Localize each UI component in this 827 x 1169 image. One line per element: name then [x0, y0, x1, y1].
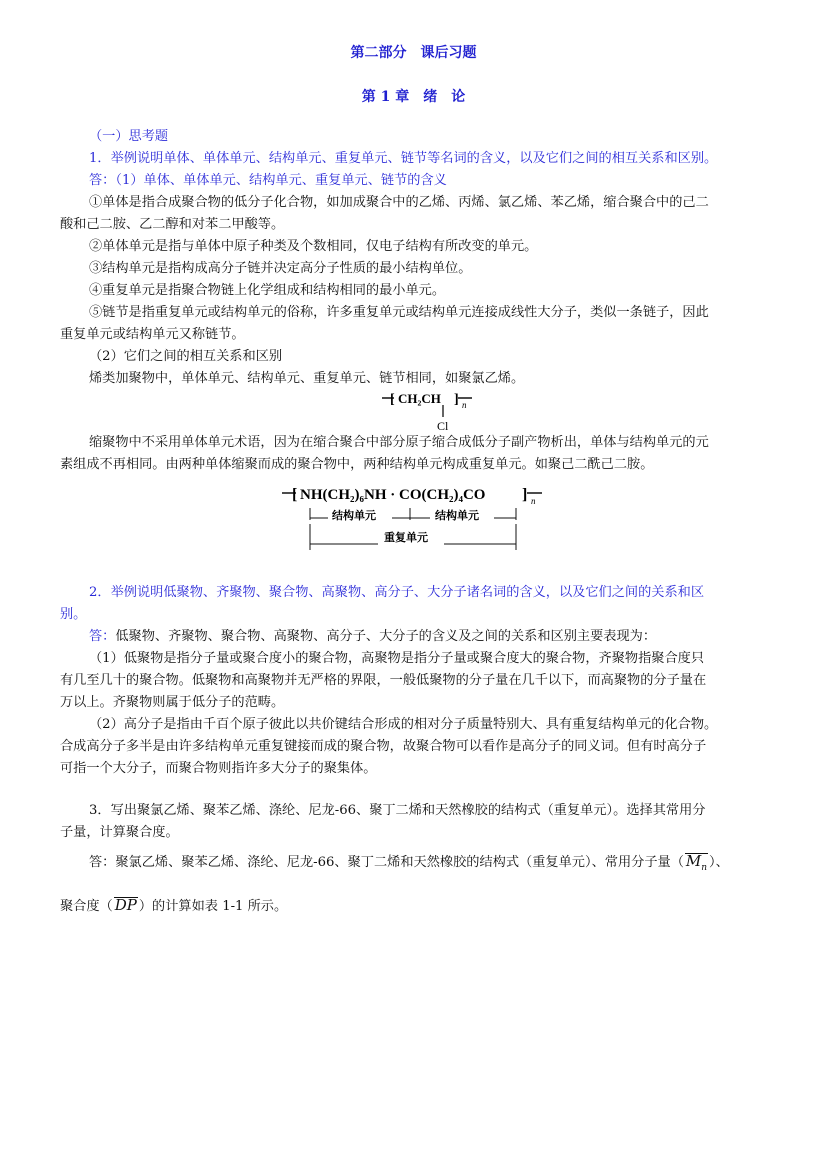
bracket-left: [ — [390, 392, 395, 407]
section-label: （一）思考题 — [89, 129, 169, 144]
q1-item5-line2: 重复单元或结构单元又称链节。 — [60, 327, 245, 342]
mn-letter: M — [685, 852, 702, 870]
q3-question-line2: 子量，计算聚合度。 — [60, 825, 179, 840]
nylon-subscript: n — [531, 496, 536, 506]
pvc-structure-figure — [380, 386, 480, 436]
bracket-right: ] — [522, 486, 528, 503]
q1-item1-line2: 酸和己二胺、乙二醇和对苯二甲酸等。 — [60, 217, 285, 232]
q1-item5-line1: ⑤链节是指重复单元或结构单元的俗称，许多重复单元或结构单元连接成线性大分子，类似一条链子，因此 — [89, 305, 709, 320]
q1-condensation-line1: 缩聚物中不采用单体单元术语，因为在缩合聚合中部分原子缩合成低分子副产物析出，单体与结构单元的元 — [89, 435, 709, 450]
q1-question: 1．举例说明单体、单体单元、结构单元、重复单元、链节等名词的含义，以及它们之间的相互关系和区别。 — [89, 151, 718, 166]
bracket-left: [ — [292, 486, 298, 503]
label-structural-unit-1: 结构单元 — [332, 509, 376, 522]
part-title: 第二部分 课后习题 — [350, 45, 477, 61]
pvc-cl: Cl — [437, 419, 449, 433]
q3-answer-end: ）、 — [709, 855, 729, 870]
dp-symbol: DP — [114, 896, 137, 914]
q1-item3: ③结构单元是指构成高分子链并决定高分子性质的最小结构单位。 — [89, 261, 472, 276]
q3-answer-line2-pre: 聚合度（ — [60, 899, 113, 914]
q1-item2: ②单体单元是指与单体中原子种类及个数相同，仅电子结构有所改变的单元。 — [89, 239, 538, 254]
q1-condensation-line2: 素组成不再相同。由两种单体缩聚而成的聚合物中，两种结构单元构成重复单元。如聚己二酰己二胺。 — [60, 457, 654, 472]
q1-answer-intro-text: 答：（1）单体、单体单元、结构单元、重复单元、链节的含义 — [89, 173, 447, 188]
q1-addition-text: 烯类加聚物中，单体单元、结构单元、重复单元、链节相同，如聚氯乙烯。 — [89, 371, 525, 386]
chapter-title: 第 1 章 绪 论 — [361, 89, 466, 105]
label-structural-unit-2: 结构单元 — [435, 509, 479, 522]
bracket-right: ] — [454, 392, 459, 407]
mn-subscript: n — [701, 863, 708, 873]
q3-answer-line1 — [89, 852, 729, 876]
q3-question-line1: 3．写出聚氯乙烯、聚苯乙烯、涤纶、尼龙-66、聚丁二烯和天然橡胶的结构式（重复单元）。选择其常用分 — [89, 803, 706, 818]
q2-answer-intro-text: 低聚物、齐聚物、聚合物、高聚物、高分子、大分子的含义及之间的关系和区别主要表现为： — [115, 629, 657, 644]
nylon66-structure-figure — [280, 480, 550, 556]
pvc-formula: CH₂CH — [398, 391, 441, 406]
mn-symbol — [685, 853, 708, 876]
q1-sub2-title: （2）它们之间的相互关系和区别 — [89, 349, 283, 364]
q2-question-line2: 别。 — [60, 607, 87, 622]
q2-p2-line3: 可指一个大分子，而聚合物则指许多大分子的聚集体。 — [60, 761, 377, 776]
q2-answer-prefix: 答： — [89, 629, 116, 644]
label-repeat-unit: 重复单元 — [384, 531, 428, 544]
q1-answer-intro — [89, 170, 447, 192]
q3-answer-line2-post: ）的计算如表 1-1 所示。 — [138, 899, 288, 914]
q3-answer-line2 — [60, 896, 287, 918]
q2-p2-line1: （2）高分子是指由千百个原子彼此以共价键结合形成的相对分子质量特别大、具有重复结构单元的化合物。 — [89, 717, 718, 732]
q2-p1-line2: 有几至几十的聚合物。低聚物和高聚物并无严格的界限，一般低聚物的分子量在几千以下，而高聚物的分子量在 — [60, 673, 707, 688]
q2-p1-line1: （1）低聚物是指分子量或聚合度小的聚合物，高聚物是指分子量或聚合度大的聚合物，齐聚物指聚合度只 — [89, 651, 705, 666]
q1-item4: ④重复单元是指聚合物链上化学组成和结构相同的最小单元。 — [89, 283, 446, 298]
q2-p1-line3: 万以上。齐聚物则属于低分子的范畴。 — [60, 695, 285, 710]
nylon-formula: NH(CH₂)₆NH · CO(CH₂)₄CO — [300, 487, 486, 503]
q2-answer-intro — [89, 626, 656, 648]
q3-answer-text: 答：聚氯乙烯、聚苯乙烯、涤纶、尼龙-66、聚丁二烯和天然橡胶的结构式（重复单元）、常用分子量（ — [89, 855, 684, 870]
pvc-subscript: n — [462, 400, 467, 410]
q1-item1-line1: ①单体是指合成聚合物的低分子化合物，如加成聚合中的乙烯、丙烯、氯乙烯、苯乙烯，缩合聚合中的己二 — [89, 195, 709, 210]
q2-question-line1: 2．举例说明低聚物、齐聚物、聚合物、高聚物、高分子、大分子诸名词的含义，以及它们之间的关系和区 — [89, 585, 705, 600]
q2-p2-line2: 合成高分子多半是由许多结构单元重复键接而成的聚合物，故聚合物可以看作是高分子的同义词。但有时高分子 — [60, 739, 707, 754]
